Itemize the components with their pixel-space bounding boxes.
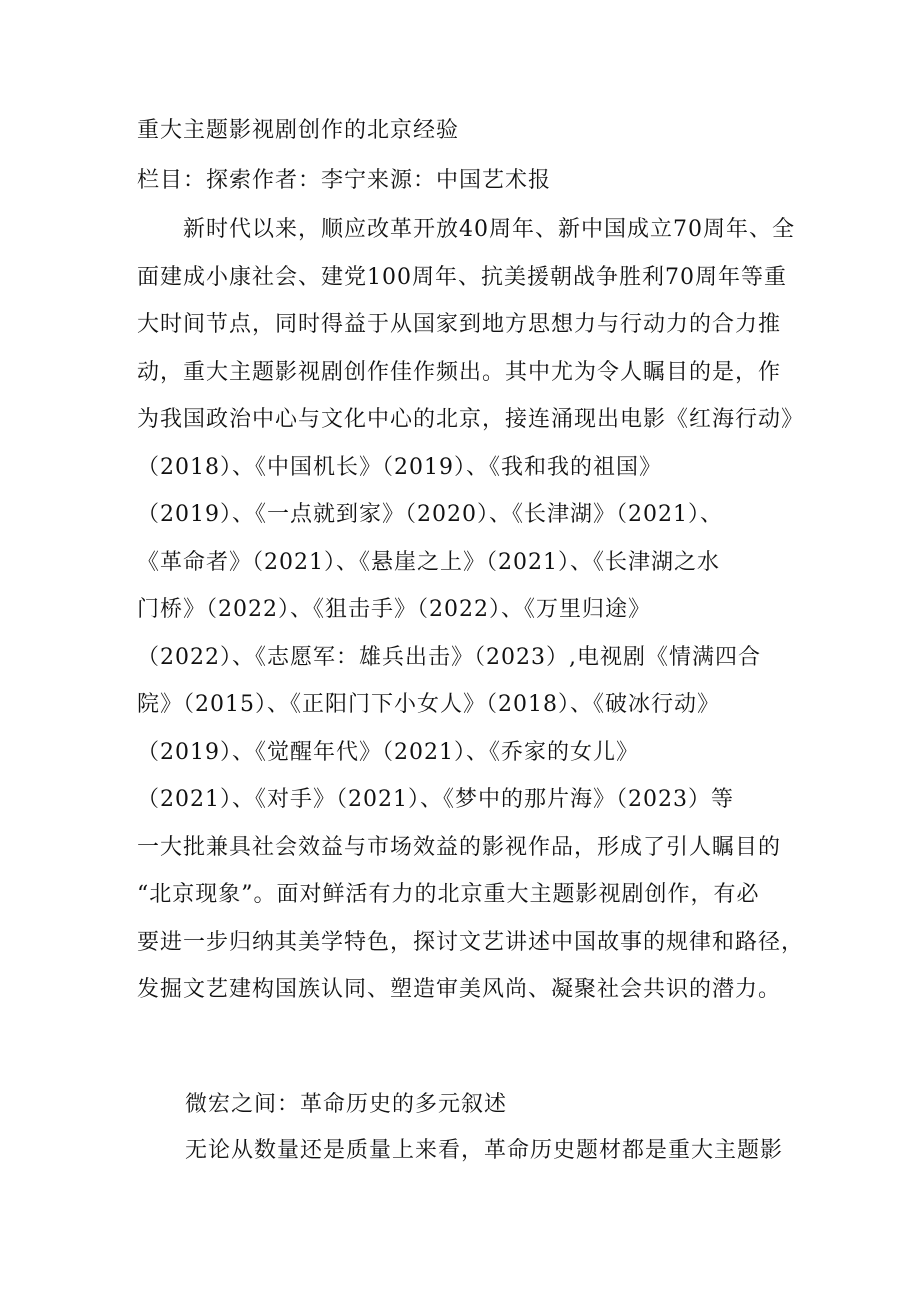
paragraph-line: （2021）、《对手》（2021）、《梦中的那片海》（2023）等 (137, 787, 734, 812)
paragraph-line: 为我国政治中心与文化中心的北京，接连涌现出电影《红海行动》 (137, 407, 805, 432)
paragraph-line: 门桥》（2022）、《狙击手》（2022）、《万里归途》 (137, 597, 651, 622)
paragraph-line: 院》（2015）、《正阳门下小女人》（2018）、《破冰行动》 (137, 692, 720, 717)
document-title: 重大主题影视剧创作的北京经验 (137, 118, 460, 143)
paragraph-line: 大时间节点，同时得益于从国家到地方思想力与行动力的合力推 (137, 312, 782, 337)
paragraph-line: 要进一步归纳其美学特色，探讨文艺讲述中国故事的规律和路径， (137, 929, 805, 955)
paragraph-line: “北京现象”。面对鲜活有力的北京重大主题影视剧创作，有必 (137, 882, 760, 907)
paragraph-line: （2019）、《觉醒年代》（2021）、《乔家的女儿》 (137, 739, 639, 765)
section-heading: 微宏之间：革命历史的多元叙述 (185, 1092, 508, 1117)
paragraph-line: （2018）、《中国机长》（2019）、《我和我的祖国》 (137, 454, 662, 480)
paragraph-line: （2022）、《志愿军：雄兵出击》（2023）,电视剧《情满四合 (137, 644, 761, 670)
body-paragraph (137, 212, 805, 1020)
section-first-line: 无论从数量还是质量上来看，革命历史题材都是重大主题影 (185, 1138, 784, 1163)
paragraph-line: 面建成小康社会、建党100周年、抗美援朝战争胜利70周年等重 (137, 264, 787, 290)
paragraph-line: （2019）、《一点就到家》（2020）、《长津湖》（2021）、 (137, 502, 723, 527)
document-meta: 栏目：探索作者：李宁来源：中国艺术报 (137, 168, 552, 193)
paragraph-line: 发掘文艺建构国族认同、塑造审美风尚、凝聚社会共识的潜力。 (137, 977, 782, 1002)
paragraph-line: 一大批兼具社会效益与市场效益的影视作品，形成了引人瞩目的 (137, 834, 782, 860)
paragraph-line: 动，重大主题影视剧创作佳作频出。其中尤为令人瞩目的是，作 (137, 359, 782, 385)
paragraph-line: 新时代以来，顺应改革开放40周年、新中国成立70周年、全 (183, 217, 795, 242)
paragraph-line: 《革命者》（2021）、《悬崖之上》（2021）、《长津湖之水 (137, 549, 720, 575)
